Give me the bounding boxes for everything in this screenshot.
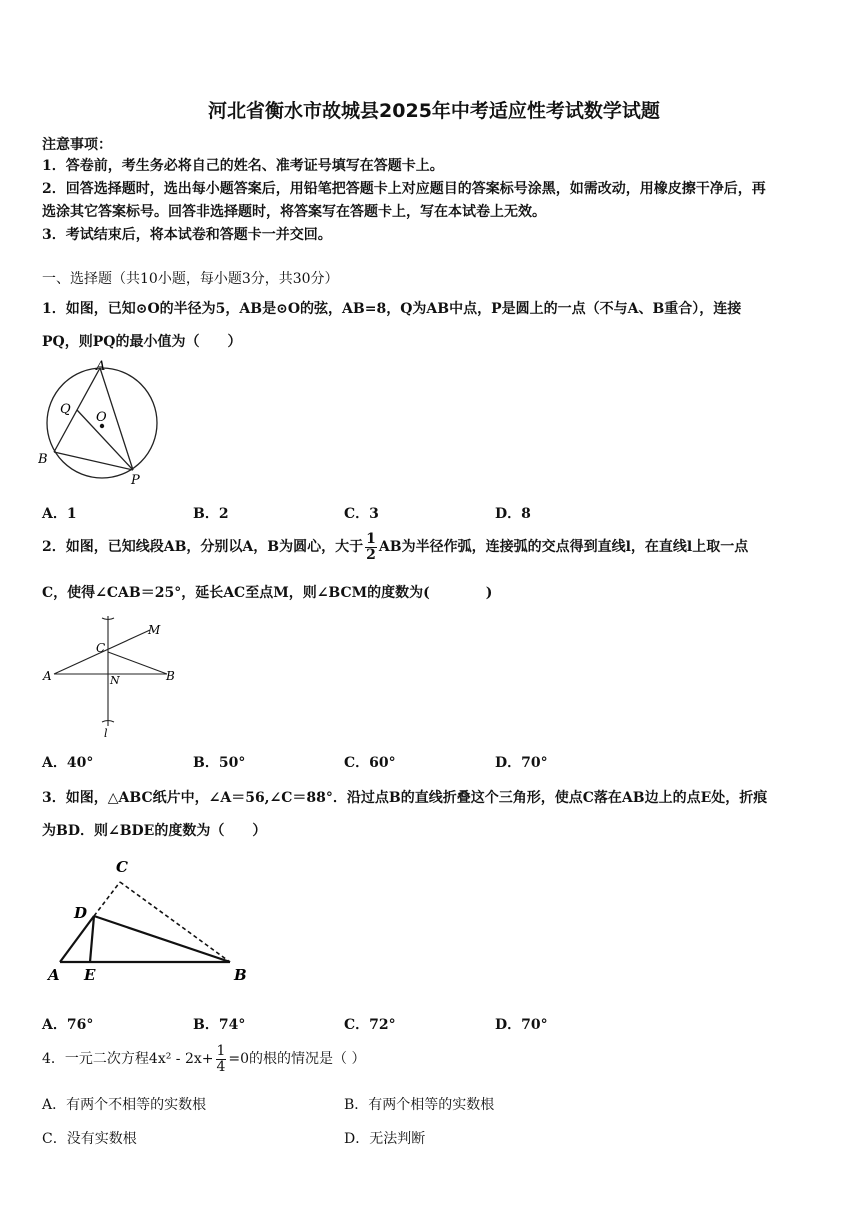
segment-cb bbox=[108, 652, 167, 674]
notice-item-1: 1．答卷前，考生务必将自己的姓名、准考证号填写在答题卡上。 bbox=[42, 158, 444, 174]
label-m: M bbox=[148, 623, 161, 637]
fraction-one-half bbox=[365, 532, 377, 563]
label-c: C bbox=[116, 858, 128, 876]
label-l: l bbox=[104, 727, 108, 740]
section-heading: 一、选择题（共10小题，每小题3分，共30分） bbox=[42, 271, 339, 287]
q3-line-1: 3．如图，△ABC纸片中，∠A＝56,∠C＝88°．沿过点B的直线折叠这个三角形，使点C落在AB边上的点E处，折痕 bbox=[42, 790, 768, 806]
q4-option-d[interactable]: D．无法判断 bbox=[344, 1131, 426, 1147]
notice-item-2a: 2．回答选择题时，选出每小题答案后，用铅笔把答题卡上对应题目的答案标号涂黑，如需改动，用橡皮擦干净后，再 bbox=[42, 181, 766, 197]
q1-option-c[interactable]: C．3 bbox=[344, 506, 379, 522]
q1-line-1: 1．如图，已知⊙O的半径为5，AB是⊙O的弦，AB=8，Q为AB中点，P是圆上的一点（不与A、B重合），连接 bbox=[42, 301, 742, 317]
q2-option-d[interactable]: D．70° bbox=[495, 755, 548, 771]
q4-option-a[interactable]: A．有两个不相等的实数根 bbox=[42, 1097, 207, 1113]
q1-option-a[interactable]: A．1 bbox=[42, 506, 77, 522]
q3-option-d[interactable]: D．70° bbox=[495, 1017, 548, 1033]
q3-line-2: 为BD．则∠BDE的度数为（ ） bbox=[42, 823, 267, 839]
label-a: A bbox=[48, 966, 60, 984]
label-b: B bbox=[166, 669, 175, 683]
fraction-denominator: 4 bbox=[216, 1058, 226, 1075]
label-b: B bbox=[38, 452, 48, 467]
label-n: N bbox=[110, 674, 120, 687]
segment-bp bbox=[54, 452, 133, 470]
fraction-denominator: 2 bbox=[366, 546, 376, 563]
q3-option-b[interactable]: B．74° bbox=[193, 1017, 246, 1033]
q4-option-c[interactable]: C．没有实数根 bbox=[42, 1131, 137, 1147]
q2-option-b[interactable]: B．50° bbox=[193, 755, 246, 771]
label-o: O bbox=[96, 410, 107, 425]
q1-option-d[interactable]: D．8 bbox=[495, 506, 531, 522]
label-p: P bbox=[131, 473, 140, 488]
q2-line-1b: AB为半径作弧，连接弧的交点得到直线l，在直线l上取一点 bbox=[378, 539, 749, 555]
label-a: A bbox=[43, 669, 52, 683]
q2-option-c[interactable]: C．60° bbox=[344, 755, 396, 771]
q4-line-a: 4．一元二次方程4x² - 2x+ bbox=[42, 1051, 214, 1067]
fraction-one-quarter bbox=[216, 1044, 227, 1075]
label-d: D bbox=[74, 904, 88, 922]
q2-option-a[interactable]: A．40° bbox=[42, 755, 94, 771]
q4-line-b: =0的根的情况是（ ） bbox=[228, 1051, 366, 1067]
page-title: 河北省衡水市故城县2025年中考适应性考试数学试题 bbox=[208, 100, 660, 122]
label-q: Q bbox=[60, 402, 71, 417]
q3-option-c[interactable]: C．72° bbox=[344, 1017, 396, 1033]
q1-option-b[interactable]: B．2 bbox=[193, 506, 229, 522]
q2-line-1a: 2．如图，已知线段AB，分别以A，B为圆心，大于 bbox=[42, 539, 364, 555]
q3-option-a[interactable]: A．76° bbox=[42, 1017, 94, 1033]
side-ad bbox=[60, 916, 94, 962]
q2-line-1 bbox=[42, 530, 748, 564]
q4-question bbox=[42, 1042, 366, 1076]
q3-triangle-figure bbox=[40, 852, 260, 988]
q2-line-2: C，使得∠CAB＝25°，延长AC至点M，则∠BCM的度数为( ) bbox=[42, 585, 493, 601]
dashed-cb bbox=[120, 882, 230, 962]
q1-line-2: PQ，则PQ的最小值为（ ） bbox=[42, 334, 242, 350]
notice-heading: 注意事项： bbox=[42, 137, 112, 153]
notice-item-2b: 选涂其它答案标号。回答非选择题时，将答案写在答题卡上，写在本试卷上无效。 bbox=[42, 204, 546, 220]
label-e: E bbox=[84, 966, 96, 984]
notice-item-3: 3．考试结束后，将本试卷和答题卡一并交回。 bbox=[42, 227, 332, 243]
fold-bd bbox=[94, 916, 230, 962]
q4-option-b[interactable]: B．有两个相等的实数根 bbox=[344, 1097, 495, 1113]
fraction-numerator: 1 bbox=[216, 1042, 226, 1059]
label-a: A bbox=[96, 359, 106, 374]
label-b: B bbox=[234, 966, 247, 984]
q2-construction-figure bbox=[40, 612, 190, 740]
label-c: C bbox=[96, 641, 106, 655]
segment-de bbox=[90, 916, 94, 962]
dashed-dc bbox=[94, 882, 120, 916]
q1-circle-figure bbox=[38, 356, 168, 490]
fraction-numerator: 1 bbox=[366, 530, 376, 547]
